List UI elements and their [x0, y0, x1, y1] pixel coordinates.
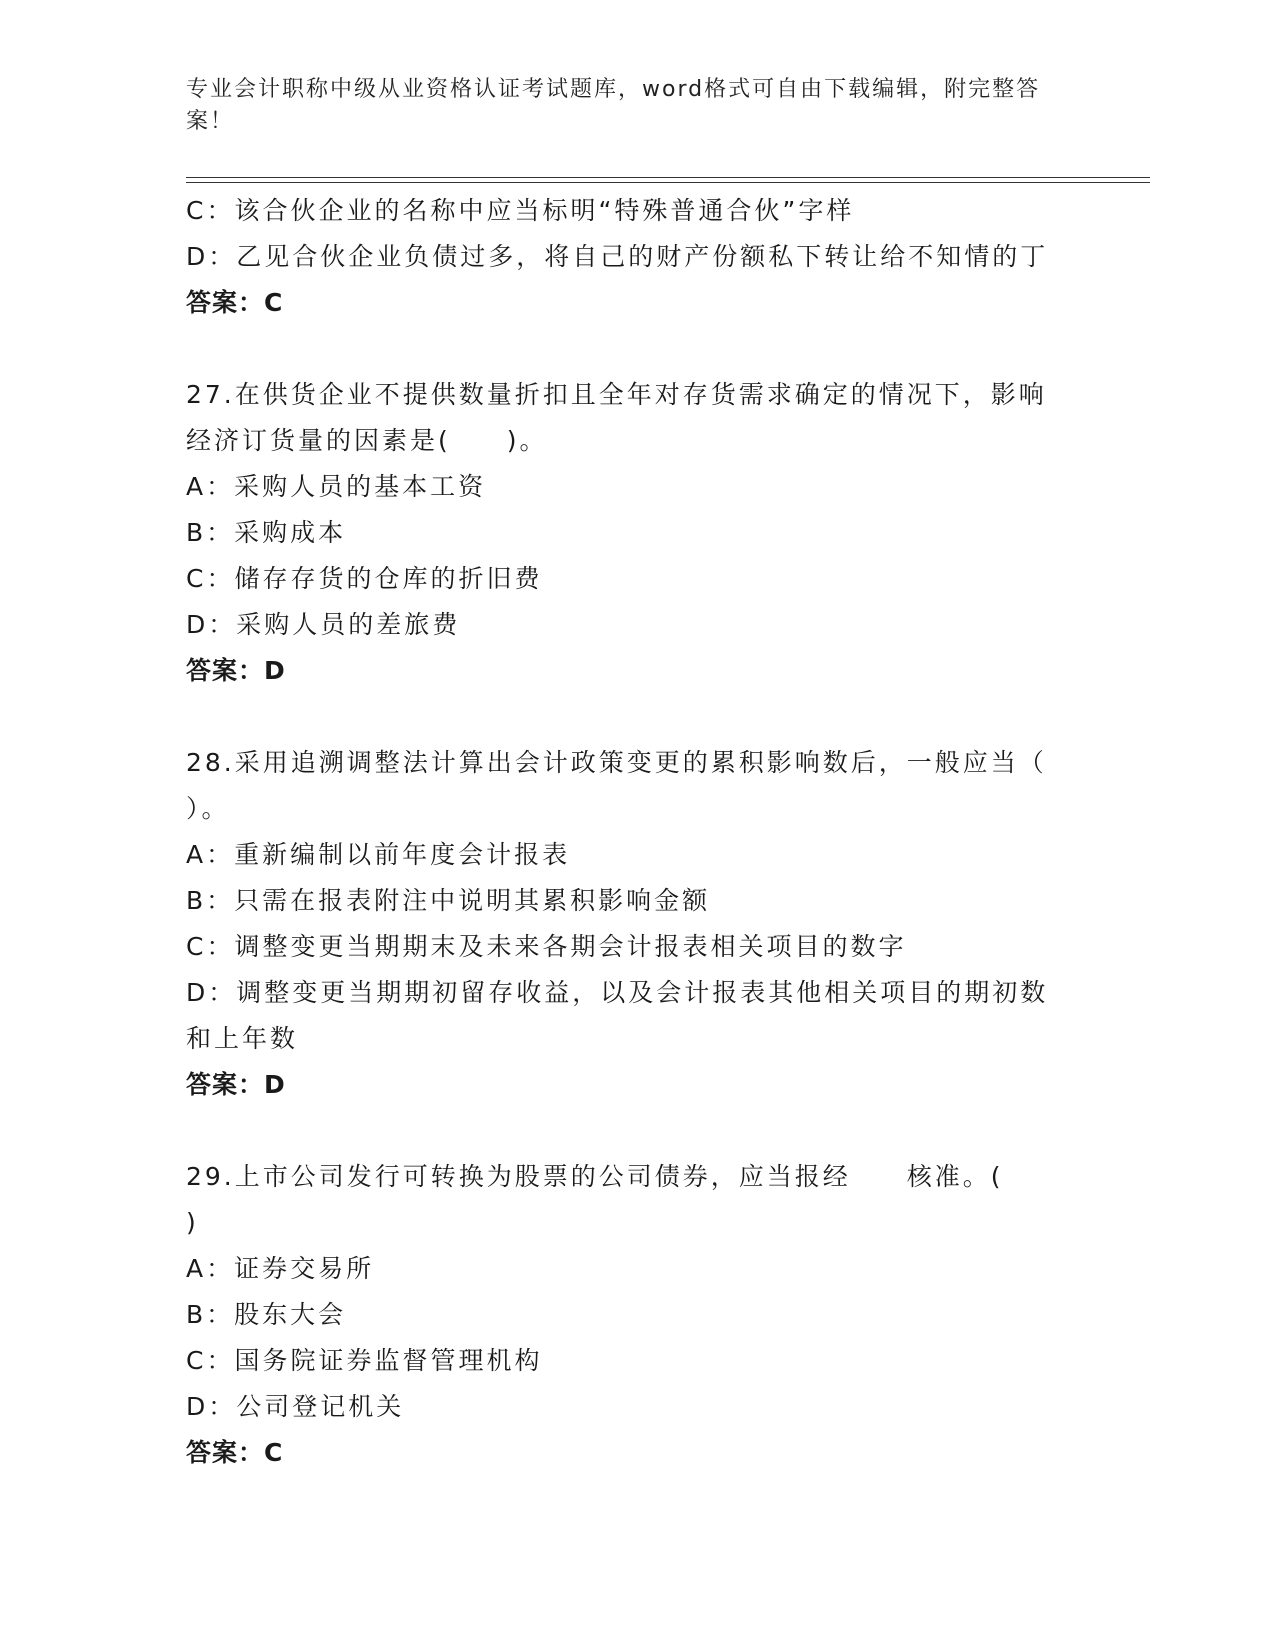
- spacer: [186, 1108, 1086, 1154]
- question-stem-continued: 经济订货量的因素是( )。: [186, 426, 548, 455]
- option-d: D：采购人员的差旅费: [186, 610, 461, 639]
- question-stem: 29.上市公司发行可转换为股票的公司债券，应当报经 核准。(: [186, 1162, 1004, 1191]
- answer: 答案：D: [186, 1070, 286, 1099]
- answer: 答案：C: [186, 1438, 284, 1467]
- option-a: A：证券交易所: [186, 1254, 375, 1283]
- question-stem: 27.在供货企业不提供数量折扣且全年对存货需求确定的情况下，影响: [186, 380, 1047, 409]
- option-d-continued: 和上年数: [186, 1024, 299, 1053]
- question-stem-continued: ）。: [186, 794, 230, 823]
- option-b: B：采购成本: [186, 518, 347, 547]
- spacer: [186, 694, 1086, 740]
- document-header: 专业会计职称中级从业资格认证考试题库，word格式可自由下载编辑，附完整答案！: [186, 77, 1041, 134]
- option-c: C：国务院证券监督管理机构: [186, 1346, 543, 1375]
- question-stem-continued: ): [186, 1208, 199, 1237]
- option-c: C：调整变更当期期末及未来各期会计报表相关项目的数字: [186, 932, 907, 961]
- spacer: [186, 326, 1086, 372]
- option-a: A：重新编制以前年度会计报表: [186, 840, 571, 869]
- answer: 答案：C: [186, 288, 284, 317]
- option-b: B：股东大会: [186, 1300, 347, 1329]
- option-a: A：采购人员的基本工资: [186, 472, 487, 501]
- document-body: [186, 188, 1086, 1476]
- option-d: D：调整变更当期期初留存收益，以及会计报表其他相关项目的期初数: [186, 978, 1049, 1007]
- option-c: C：该合伙企业的名称中应当标明“特殊普通合伙”字样: [186, 196, 855, 225]
- option-d: D：乙见合伙企业负债过多，将自己的财产份额私下转让给不知情的丁: [186, 242, 1049, 271]
- answer: 答案：D: [186, 656, 286, 685]
- question-stem: 28.采用追溯调整法计算出会计政策变更的累积影响数后，一般应当（: [186, 748, 1047, 777]
- option-d: D：公司登记机关: [186, 1392, 405, 1421]
- option-c: C：储存存货的仓库的折旧费: [186, 564, 543, 593]
- header-rule-bottom: [186, 182, 1150, 183]
- header-rule-top: [186, 177, 1150, 178]
- option-b: B：只需在报表附注中说明其累积影响金额: [186, 886, 711, 915]
